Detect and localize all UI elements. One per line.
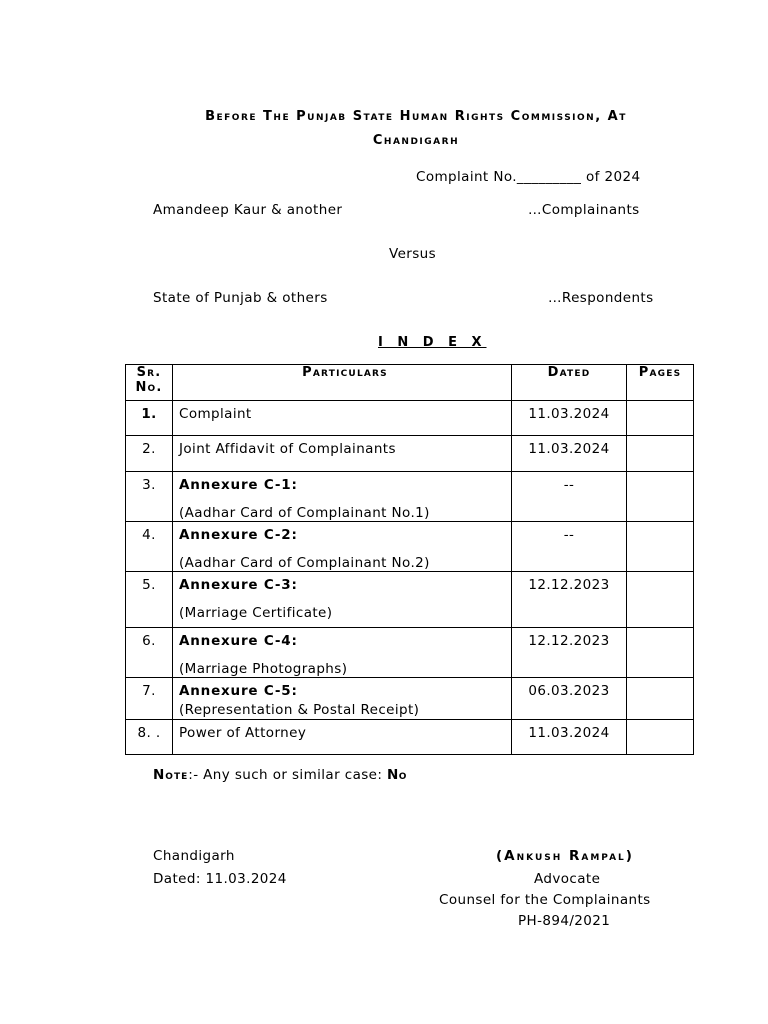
row-sr [126, 720, 173, 755]
row-pages-value [627, 678, 693, 683]
header-particulars [173, 365, 512, 401]
row-sr-value: 7. [142, 683, 156, 699]
row-sr-value: 8. . [137, 725, 161, 741]
versus-label: Versus [389, 246, 437, 262]
row-particulars [173, 401, 512, 436]
row-dated [512, 522, 627, 572]
row-dated [512, 436, 627, 472]
note-line [153, 767, 407, 783]
row-sr [126, 678, 173, 720]
row-pages [627, 628, 694, 678]
row-dated [512, 678, 627, 720]
row-pages-value [627, 401, 693, 406]
index-table [125, 364, 694, 755]
table-row [126, 572, 694, 628]
table-row [126, 720, 694, 755]
table-row [126, 522, 694, 572]
header-pages [627, 365, 694, 401]
row-pages-value [627, 720, 693, 725]
row-dated [512, 628, 627, 678]
row-dated [512, 572, 627, 628]
row-title: Power of Attorney [179, 725, 307, 741]
index-title: I N D E X [378, 335, 487, 350]
row-pages-value [627, 572, 693, 577]
advocate-title: Advocate [534, 871, 601, 887]
row-pages-value [627, 436, 693, 441]
row-dated-value: 11.03.2024 [528, 725, 610, 741]
row-dated-value: 12.12.2023 [528, 577, 610, 593]
row-particulars [173, 628, 512, 678]
header-sr-line2: No. [135, 380, 163, 395]
row-pages [627, 522, 694, 572]
row-pages [627, 472, 694, 522]
table-row [126, 472, 694, 522]
header-dated-label: Dated [547, 365, 591, 380]
row-sr-value: 4. [142, 527, 156, 543]
row-dated-value: 11.03.2024 [528, 406, 610, 422]
row-particulars [173, 472, 512, 522]
table-row [126, 401, 694, 436]
note-value: No [387, 767, 407, 783]
heading-line-2: Chandigarh [372, 133, 460, 148]
respondents-role: …Respondents [548, 290, 654, 306]
row-subtitle: (Representation & Postal Receipt) [179, 702, 420, 718]
row-sr-value: 1. [141, 406, 157, 422]
row-sr-value: 3. [142, 477, 156, 493]
row-sr [126, 572, 173, 628]
row-pages-value [627, 472, 693, 477]
heading-line-1: Before The Punjab State Human Rights Commission, At [205, 109, 627, 124]
row-pages-value [627, 522, 693, 527]
note-text: :- Any such or similar case: [188, 767, 388, 783]
header-dated [512, 365, 627, 401]
row-sr [126, 436, 173, 472]
counsel-for: Counsel for the Complainants [439, 892, 651, 908]
row-subtitle: (Marriage Certificate) [179, 605, 333, 621]
row-title: Joint Affidavit of Complainants [179, 441, 396, 457]
row-particulars [173, 522, 512, 572]
row-dated-value: 12.12.2023 [528, 633, 610, 649]
table-row [126, 678, 694, 720]
row-pages [627, 678, 694, 720]
row-title: Annexure C-5: [179, 683, 298, 699]
complaint-number: Complaint No._________ of 2024 [416, 169, 641, 185]
row-particulars [173, 572, 512, 628]
row-sr-value: 5. [142, 577, 156, 593]
row-dated [512, 720, 627, 755]
note-label: Note [153, 767, 189, 783]
footer-place: Chandigarh [153, 848, 235, 864]
row-sr [126, 522, 173, 572]
row-title: Annexure C-2: [179, 527, 298, 543]
table-row [126, 436, 694, 472]
header-pages-label: Pages [638, 365, 682, 380]
respondents-name: State of Punjab & others [153, 290, 328, 306]
row-particulars [173, 720, 512, 755]
row-pages [627, 572, 694, 628]
row-subtitle: (Aadhar Card of Complainant No.2) [179, 555, 430, 571]
row-dated-value: -- [563, 477, 575, 493]
row-title: Annexure C-3: [179, 577, 298, 593]
row-pages [627, 401, 694, 436]
row-pages [627, 436, 694, 472]
header-particulars-label: Particulars [302, 365, 388, 380]
complainants-name: Amandeep Kaur & another [153, 202, 343, 218]
advocate-name: (Ankush Rampal) [496, 848, 634, 864]
row-title: Complaint [179, 406, 252, 422]
table-header-row [126, 365, 694, 401]
table-row [126, 628, 694, 678]
row-subtitle: (Marriage Photographs) [179, 661, 348, 677]
row-pages [627, 720, 694, 755]
footer-dated: Dated: 11.03.2024 [153, 871, 287, 887]
row-particulars [173, 436, 512, 472]
row-sr-value: 2. [142, 441, 156, 457]
header-sr-line1: Sr. [136, 365, 162, 380]
row-particulars [173, 678, 512, 720]
row-sr [126, 628, 173, 678]
row-sr [126, 401, 173, 436]
row-dated-value: 06.03.2023 [528, 683, 610, 699]
row-sr-value: 6. [142, 633, 156, 649]
row-dated [512, 472, 627, 522]
row-dated [512, 401, 627, 436]
row-pages-value [627, 628, 693, 633]
row-title: Annexure C-1: [179, 477, 298, 493]
row-title: Annexure C-4: [179, 633, 298, 649]
row-sr [126, 472, 173, 522]
row-dated-value: 11.03.2024 [528, 441, 610, 457]
enrolment-number: PH-894/2021 [518, 913, 611, 929]
row-dated-value: -- [563, 527, 575, 543]
row-subtitle: (Aadhar Card of Complainant No.1) [179, 505, 430, 521]
complainants-role: …Complainants [528, 202, 640, 218]
header-sr-no [126, 365, 173, 401]
